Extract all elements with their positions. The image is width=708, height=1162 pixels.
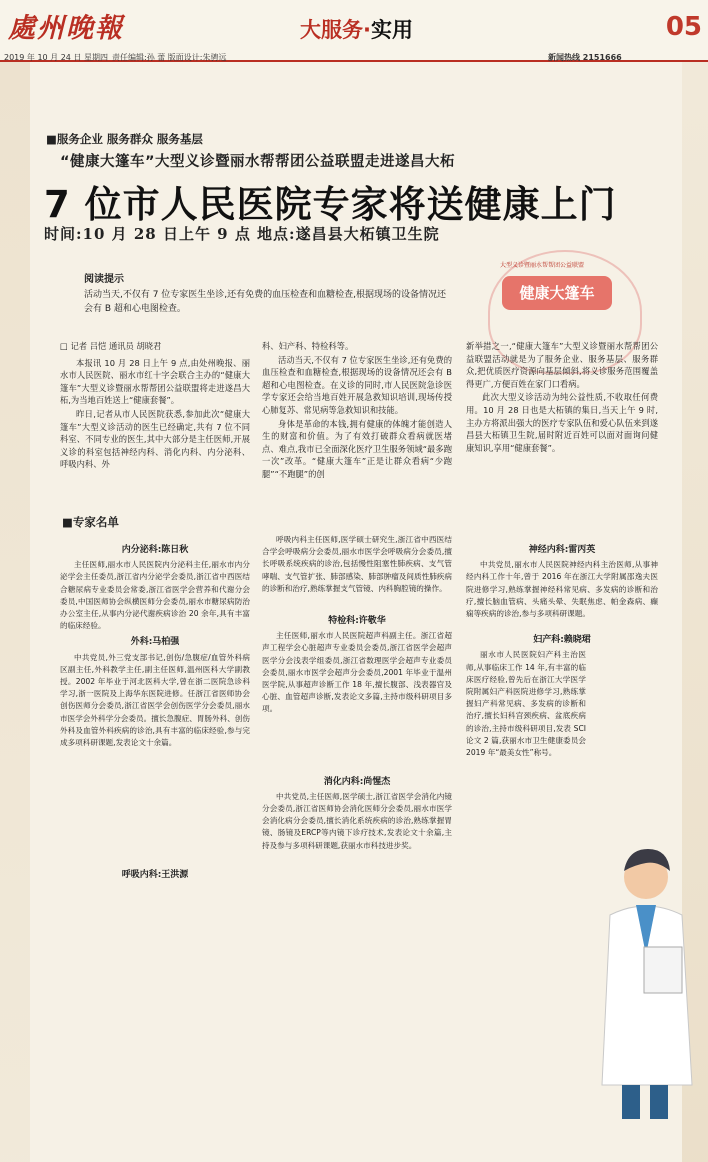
experts-column-1: [60, 540, 250, 884]
paragraph: 昨日,记者从市人民医院获悉,参加此次“健康大篷车”大型义诊活动的医生已经确定,共有 7 位不同科室、不同专业的医生,其中大部分是主任医师,开展义诊的科室包括神经内科、消化内科、内分泌科、呼吸内科、外: [60, 408, 250, 470]
expert-name: 呼吸内科:王洪源: [121, 870, 189, 881]
experts-column-2: [262, 534, 452, 852]
expert-name: 外科:马柏强: [130, 637, 180, 648]
doctor-clipboard: [644, 947, 682, 993]
page-number: 05: [665, 12, 702, 42]
subheadline: “健康大篷车”大型义诊暨丽水帮帮团公益联盟走进遂昌大柘: [60, 154, 456, 170]
expert-name: 神经内科:雷丙英: [528, 545, 596, 555]
expert-bio: 主任医师,丽水市人民医院内分泌科主任,丽水市内分泌学会主任委员,浙江省内分泌学会委员,浙江省中西医结合糖尿病专业委员会常委,浙江省医学会营养和代谢分会委员,中国医师协会纵横医师分会委员,丽水市糖尿病防治办公室主任,从事内分泌代谢疾病诊治 20 余年,具有丰富的临床经验。: [60, 560, 250, 631]
experts-column-3: [466, 540, 658, 759]
editor-credits: 责任编辑:孙 蕾 版面设计:朱骋远: [112, 53, 227, 62]
logo-brand: 健康大篷车: [502, 276, 612, 310]
byline: □ 记者 吕恺 通讯员 胡晓君: [60, 341, 162, 351]
section-title-b: 实用: [370, 17, 413, 42]
section-title: [300, 14, 413, 44]
paragraph: 此次大型义诊活动为纯公益性质,不收取任何费用。10 月 28 日也是大柘镇的集日,当天上午 9 时,主办方将派出强大的医疗专家队伍和爱心队伍来到遂昌县大柘镇卫生院,届时附近百姓可以面对面询问健康知识,享用“健康套餐”。: [466, 392, 658, 453]
paragraph: 本报讯 10 月 28 日上午 9 点,由处州晚报、丽水市人民医院、丽水市红十字会联合主办的“健康大篷车”大型义诊暨丽水帮帮团公益联盟将走进遂昌大柘,为当地百姓送上“健康套餐”。: [60, 357, 250, 406]
news-hotline: 新闻热线 2151666: [548, 53, 622, 62]
time-location: 时间:10 月 28 日上午 9 点 地点:遂昌县大柘镇卫生院: [44, 225, 440, 243]
expert-name: 内分泌科:陈日秋: [121, 545, 189, 555]
expert-bio: 中共党员,外三党支部书记,创伤/急腹症/血管外科病区副主任,外科教学主任,副主任医师,温州医科大学副教授。2002 年毕业于河北医科大学,曾在浙二医院急诊科学习,浙一医院及上海华东医院进修。任浙江省医师协会创伤医师分会委员,浙江省医学会创伤医学分会委员,丽水市医学会外科学分会委员。擅长急腹症、胃肠外科、创伤外科及血管外科疾病的诊治,具有丰富的临床经验,参与完成多项科研课题,发表论文十余篇。: [60, 652, 250, 748]
doctor-leg-left: [622, 1085, 640, 1119]
article-column-3: [466, 340, 658, 455]
expert-bio: 呼吸内科主任医师,医学硕士研究生,浙江省中西医结合学会呼吸病分会委员,丽水市医学会呼吸病分会委员,擅长呼吸系统疾病的诊治,包括慢性阻塞性肺疾病、支气管哮喘、支气管扩张、肺部感染、肺部肿瘤及间质性肺疾病的诊断和治疗,熟练掌握支气管镜、内科胸腔镜的操作。: [262, 535, 452, 593]
paragraph: 活动当天,不仅有 7 位专家医生坐诊,还有免费的血压检查和血糖检查,根据现场的设备情况还会有 B 超和心电图检查。在义诊的同时,市人民医院急诊医学专家还会给当地百姓开展急救知识培训,现场传授心肺复苏、常见病等急救知识和技能。: [262, 354, 452, 415]
paragraph: 科、妇产科、特检科等。: [262, 341, 354, 351]
headline: 7 位市人民医院专家将送健康上门: [44, 183, 617, 226]
logo-tagline: 大型义诊暨丽水帮帮团公益联盟: [500, 262, 585, 269]
section-title-a: 大服务·: [300, 18, 371, 42]
issue-date: 2019 年 10 月 24 日 星期四: [4, 53, 108, 62]
kicker: ■服务企业 服务群众 服务基层: [46, 132, 203, 146]
newspaper-logo: 處州晚報: [8, 13, 124, 44]
expert-name: 消化内科:尚惺杰: [323, 776, 391, 787]
doctor-illustration: [588, 835, 698, 1125]
doctor-leg-right: [650, 1085, 668, 1119]
expert-bio: 中共党员,主任医师,医学硕士,浙江省医学会消化内镜分会委员,浙江省医师协会消化医师分会委员,丽水市医学会消化病分会委员,擅长消化系统疾病的诊治,熟练掌握胃镜、肠镜及ERCP等内镜下诊疗技术,发表论文十余篇,主持及参与多项科研课题,获丽水市科技进步奖。: [262, 791, 452, 850]
expert-name: 妇产科:赖晓珺: [533, 635, 591, 646]
paragraph: 身体是革命的本钱,拥有健康的体魄才能创造人生的财富和价值。为了有效打破群众看病就医堵点、难点,我市已全面深化医疗卫生服务领域“最多跑一次”改革。“健康大篷车”正是让群众看病“少跑腿”“不跑腿”的创: [262, 418, 452, 479]
article-column-2: [262, 340, 452, 482]
decorative-border-left: [0, 62, 30, 1162]
experts-section-title: ■专家名单: [62, 515, 119, 529]
expert-bio: 丽水市人民医院妇产科主治医师,从事临床工作 14 年,有丰富的临床医疗经验,曾先后在浙江大学医学院附属妇产科医院进修学习,熟练掌握妇产科常见病、多发病的诊断和治疗,擅长妇科宫颈疾病、盆底疾病的诊治,主持市级科研项目,发表 SCI 论文 2 篇,获丽水市卫生健康委员会 2019 年“最美女性”称号。: [466, 650, 586, 758]
expert-bio: 主任医师,丽水市人民医院超声科副主任。浙江省超声工程学会心脏超声专业委员会委员,浙江省医学会超声医学分会浅表学组委员,浙江省数理医学会超声专业委员会委员,丽水市医学会超声分会委员,2001 年毕业于温州医学院,从事超声诊断工作 18 年,擅长腹部、浅表器官及心脏、血管超声诊断,发表论文多篇,主持市级科研项目多项。: [262, 631, 452, 714]
article-column-1: [60, 340, 250, 472]
lead-label: 阅读提示: [84, 274, 124, 285]
lead-text: 活动当天,不仅有 7 位专家医生坐诊,还有免费的血压检查和血糖检查,根据现场的设备情况还会有 B 超和心电图检查。: [84, 290, 447, 314]
expert-name: 特检科:许敬华: [328, 616, 386, 627]
expert-bio: 中共党员,丽水市人民医院神经内科主治医师,从事神经内科工作十年,曾于 2016 年在浙江大学附属邵逸夫医院进修学习,熟练掌握神经科常见病、多发病的诊断和治疗,擅长脑血管病、头痛头晕、失眠焦虑、帕金森病、癫痫等疾病的诊治,参与多项科研课题。: [466, 560, 658, 619]
paragraph: 新举措之一,“健康大篷车”大型义诊暨丽水帮帮团公益联盟活动就是为了服务企业、服务基层、服务群众,把优质医疗资源向基层倾斜,将义诊服务范围覆盖得更广,方便百姓在家门口看病。: [466, 341, 658, 389]
